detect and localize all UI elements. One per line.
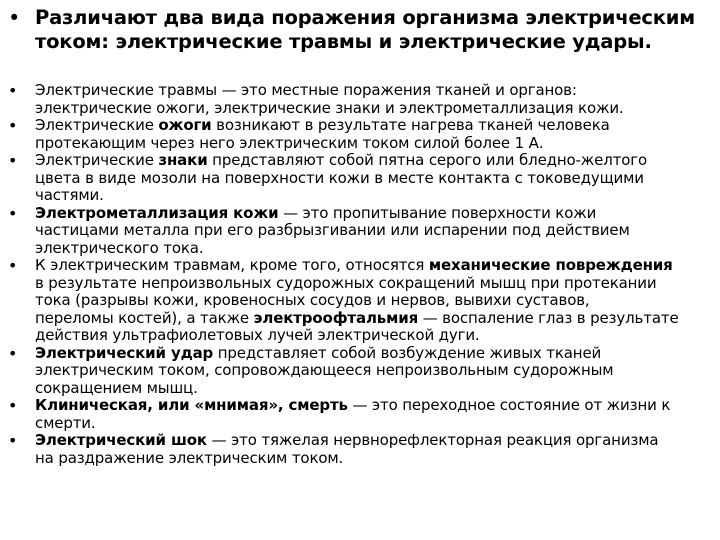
- term: Электрические травмы: [35, 81, 217, 99]
- text: — это пропитывание поверхности кожи: [278, 203, 597, 222]
- term: ожоги: [158, 116, 212, 134]
- item-line: [35, 257, 718, 275]
- slide-heading: [8, 6, 708, 54]
- text: — это тяжелая нервнорефлекторная реакция организма: [206, 431, 659, 449]
- bullet-icon: •: [8, 343, 18, 363]
- item-line: смерти.: [35, 413, 96, 432]
- heading-bullet: •: [8, 6, 21, 30]
- text: К электрическим травмам, кроме того, относятся: [35, 256, 429, 274]
- item-line: электрические ожоги, электрические знаки и электрометаллизация кожи.: [35, 98, 624, 117]
- heading-line-1: Различают два вида поражения организма электрическим: [35, 6, 696, 29]
- text: Электрические: [35, 151, 159, 169]
- term: знаки: [158, 151, 208, 169]
- bullet-icon: •: [8, 81, 18, 100]
- text: — воспаление глаз в результате: [418, 308, 679, 327]
- heading-line-2: током: электрические травмы и электрические удары.: [35, 30, 652, 53]
- list-item-electrometallization: [8, 205, 718, 258]
- list-item-electric-shock: [8, 345, 718, 398]
- item-line: электрическим током, сопровождающееся непроизвольным судорожным: [35, 361, 614, 379]
- item-line: цвета в виде мозоли на поверхности кожи в месте контакта с токоведущими: [35, 168, 644, 187]
- list-item-electric-shock-reaction: [8, 432, 718, 467]
- item-line: тока (разрывы кожи, кровеносных сосудов и нервов, вывихи суставов,: [35, 291, 590, 309]
- bullet-icon: •: [8, 396, 18, 415]
- term: Электрический шок: [35, 431, 207, 449]
- item-line: [35, 397, 718, 415]
- bullet-icon: •: [8, 431, 18, 450]
- bullet-icon: •: [8, 203, 18, 223]
- term: электроофтальмия: [253, 308, 419, 327]
- bullet-icon: •: [8, 151, 18, 170]
- list-item-clinical-death: [8, 397, 718, 432]
- text: — это местные поражения тканей и органов:: [216, 81, 577, 99]
- list-item-electric-signs: [8, 152, 718, 205]
- list-item-electric-burns: [8, 117, 718, 152]
- item-line: протекающим через него электрическим током силой более 1 А.: [35, 133, 544, 152]
- item-line: частями.: [35, 186, 104, 204]
- term: механические повреждения: [428, 256, 673, 274]
- item-line: электрического тока.: [35, 238, 204, 257]
- item-line: [35, 345, 718, 363]
- bullet-icon: •: [8, 256, 18, 275]
- text: возникают в результате нагрева тканей человека: [211, 116, 610, 134]
- item-line: [35, 117, 718, 135]
- term: Электрометаллизация кожи: [35, 203, 279, 222]
- item-line: частицами металла при его разбрызгивании или испарении под действием: [35, 221, 630, 239]
- item-line: на раздражение электрическим током.: [35, 448, 344, 467]
- term: Электрический удар: [35, 343, 214, 362]
- text: представляют собой пятна серого или бледно-желтого: [207, 151, 648, 169]
- term: Клиническая, или «мнимая», смерть: [35, 396, 348, 414]
- text: Электрические: [35, 116, 159, 134]
- item-line: действия ультрафиолетовых лучей электрической дуги.: [35, 326, 480, 344]
- item-line: [35, 205, 718, 223]
- item-line: в результате непроизвольных судорожных сокращений мышц при протекании: [35, 273, 657, 292]
- list-item-mechanical-damage: [8, 257, 718, 345]
- item-line: сокращением мышц.: [35, 378, 198, 397]
- text: переломы костей), а также: [35, 308, 254, 327]
- item-line: [35, 310, 718, 328]
- list-item-electric-injuries: [8, 82, 718, 117]
- heading-text: [35, 6, 708, 54]
- bullet-list: [8, 82, 718, 467]
- item-line: [35, 82, 718, 100]
- bullet-icon: •: [8, 116, 18, 135]
- text: — это переходное состояние от жизни к: [347, 396, 671, 414]
- item-line: [35, 152, 718, 170]
- text: представляет собой возбуждение живых тканей: [213, 343, 602, 362]
- item-line: [35, 432, 718, 450]
